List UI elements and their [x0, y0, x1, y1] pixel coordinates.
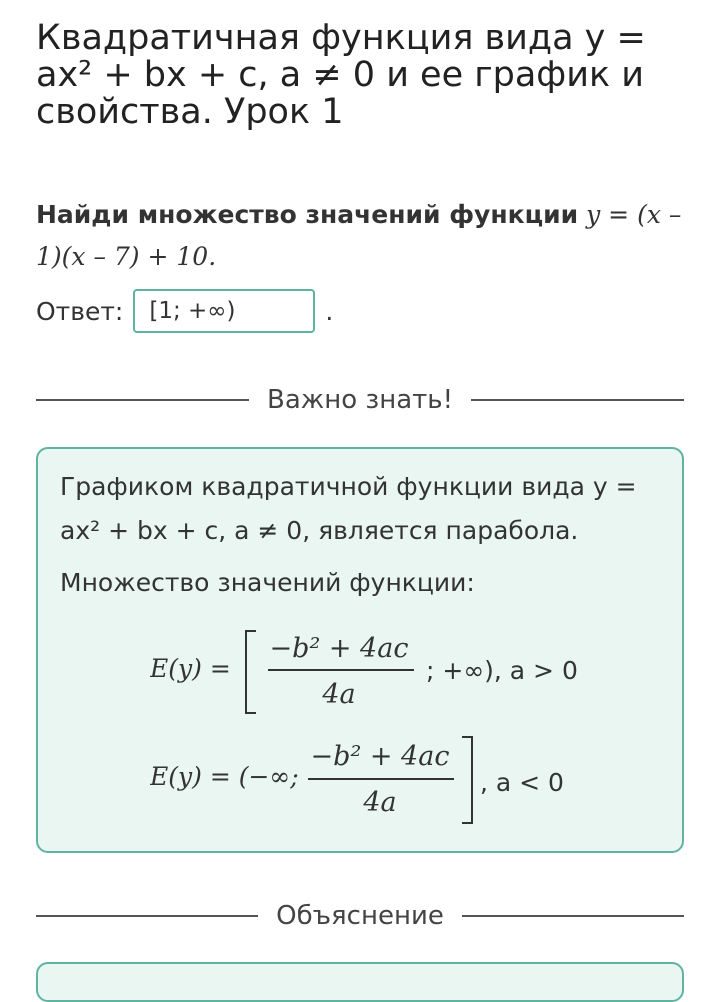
important-divider	[36, 385, 684, 415]
divider-line-left	[36, 915, 258, 917]
divider-line-right	[462, 915, 684, 917]
question-func-y: y	[586, 200, 601, 229]
formula2-right-bracket	[462, 737, 472, 823]
formula2-numerator: −b² + 4ac	[310, 741, 450, 772]
divider-line-right	[471, 399, 684, 401]
explanation-label: Объяснение	[276, 901, 444, 931]
formula1-denominator: 4a	[322, 679, 356, 710]
question-expression: (x – 1)(x – 7) + 10.	[36, 200, 682, 271]
question-prompt: Найди множество значений функции	[36, 200, 579, 229]
formula-positive-a	[150, 617, 630, 723]
formula1-numerator: −b² + 4ac	[269, 633, 409, 664]
lesson-title: Квадратичная функция вида y = ax² + bx + c, a ≠ 0 и ее график и свойства. Урок 1	[36, 18, 646, 132]
formula1-tail: ; +∞), a > 0	[426, 656, 578, 685]
note-line-1: Графиком квадратичной функции вида y = ax² + bx + c, a ≠ 0, является парабола.	[60, 472, 637, 545]
formula1-left-bracket	[246, 631, 256, 713]
formula2-tail: , a < 0	[480, 768, 564, 797]
formula-negative-a-svg	[150, 729, 630, 829]
formula-negative-a	[150, 729, 630, 835]
formula1-lhs: E(y) =	[150, 654, 231, 683]
important-label: Важно знать!	[267, 385, 454, 415]
formula2-denominator: 4a	[363, 787, 397, 818]
divider-line-left	[36, 399, 249, 401]
answer-suffix: .	[325, 296, 334, 326]
explanation-divider	[36, 901, 684, 931]
answer-row	[36, 288, 333, 334]
formula-positive-a-svg	[150, 617, 630, 717]
answer-value: [1; +∞)	[149, 298, 236, 324]
important-note-box	[36, 447, 684, 853]
answer-input[interactable]	[133, 289, 315, 333]
answer-label: Ответ:	[36, 296, 124, 326]
formula2-lhs: E(y) = (−∞;	[150, 762, 299, 791]
explanation-box	[36, 962, 684, 1002]
question-text: Найди множество значений функции y = (x – 1)(x – 7) + 10.	[36, 200, 682, 271]
note-line-2: Множество значений функции:	[60, 568, 475, 597]
